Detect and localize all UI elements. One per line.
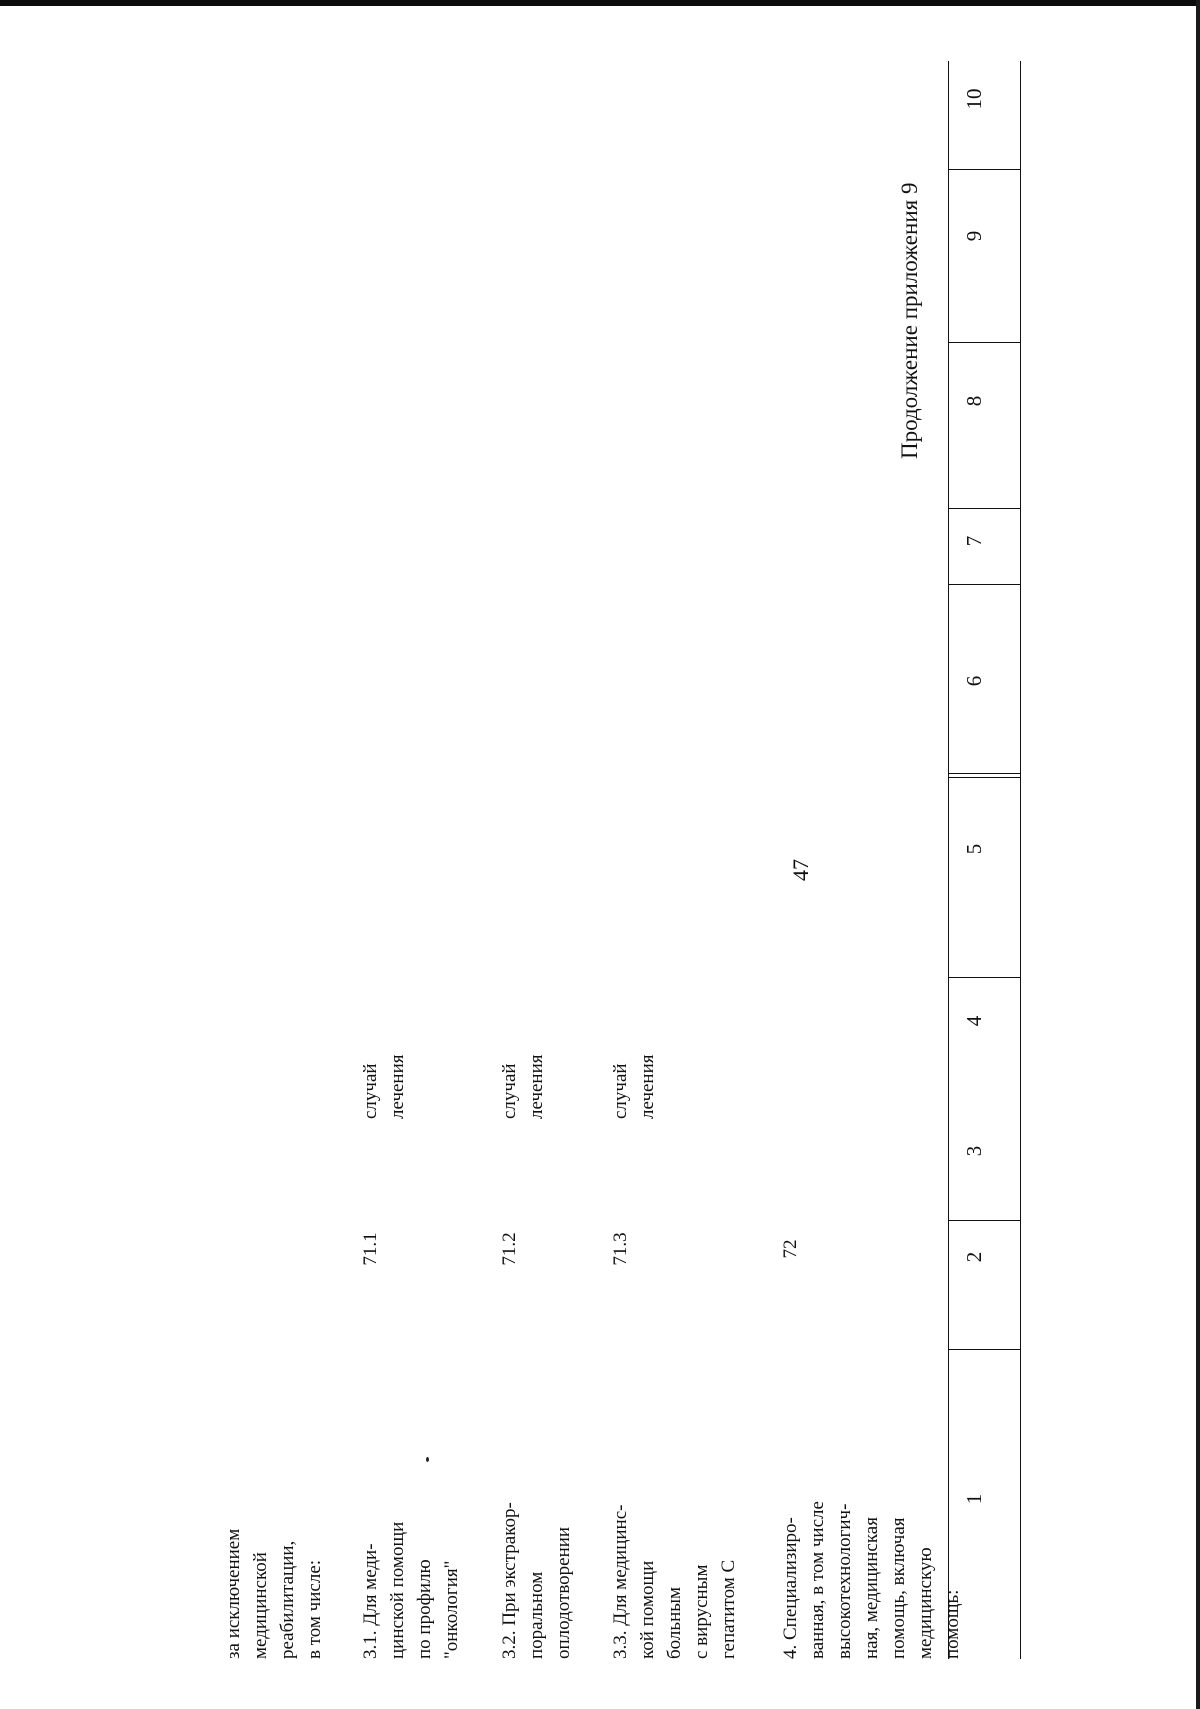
table-row-name: 3.2. При экстракор- поральном оплодотворении xyxy=(499,1502,574,1659)
table-top-rule xyxy=(1020,61,1021,1659)
column-number-3: 3 xyxy=(962,1145,986,1157)
column-separator xyxy=(948,169,1020,170)
column-number-2: 2 xyxy=(962,1251,986,1263)
appendix-continuation-note: Продолжение приложения 9 xyxy=(897,182,922,459)
column-number-4: 4 xyxy=(962,1015,986,1027)
column-separator xyxy=(948,977,1020,978)
column-separator xyxy=(948,1220,1020,1221)
page-number: 47 xyxy=(788,859,813,881)
column-number-7: 7 xyxy=(962,535,986,547)
column-separator xyxy=(948,773,1020,774)
column-number-8: 8 xyxy=(962,395,986,407)
column-separator xyxy=(948,342,1020,343)
column-separator xyxy=(948,584,1020,585)
column-separator xyxy=(948,1349,1020,1350)
table-row-code: 71.3 xyxy=(610,1232,631,1266)
column-number-9: 9 xyxy=(962,230,986,242)
table-row-unit: случай лечения xyxy=(610,1054,658,1119)
column-number-6: 6 xyxy=(962,675,986,687)
table-row-name: за исключением медицинской реабилитации, в том числе: xyxy=(223,1528,325,1659)
table-row-unit: случай лечения xyxy=(499,1054,547,1119)
table-row-code: 72 xyxy=(780,1239,801,1259)
column-number-10: 10 xyxy=(962,88,986,110)
table-row-code: 71.1 xyxy=(360,1232,381,1266)
column-number-5: 5 xyxy=(962,843,986,855)
table-row-code: 71.2 xyxy=(499,1232,520,1266)
table-row-name: 4. Специализиро- ванная, в том числе высокотехнологич- ная, медицинская помощь, включая медицинскую помощь: xyxy=(780,1501,963,1659)
column-separator xyxy=(948,508,1020,509)
table-row-name: 3.3. Для медицинс- кой помощи больным с вирусным гепатитом С xyxy=(610,1504,739,1659)
scan-speck xyxy=(426,1457,429,1462)
column-separator xyxy=(948,777,1020,778)
column-number-1: 1 xyxy=(962,1493,986,1505)
table-row-name: 3.1. Для меди- цинской помощи по профилю "онкология" xyxy=(360,1521,462,1659)
table-row-unit: случай лечения xyxy=(360,1054,408,1119)
